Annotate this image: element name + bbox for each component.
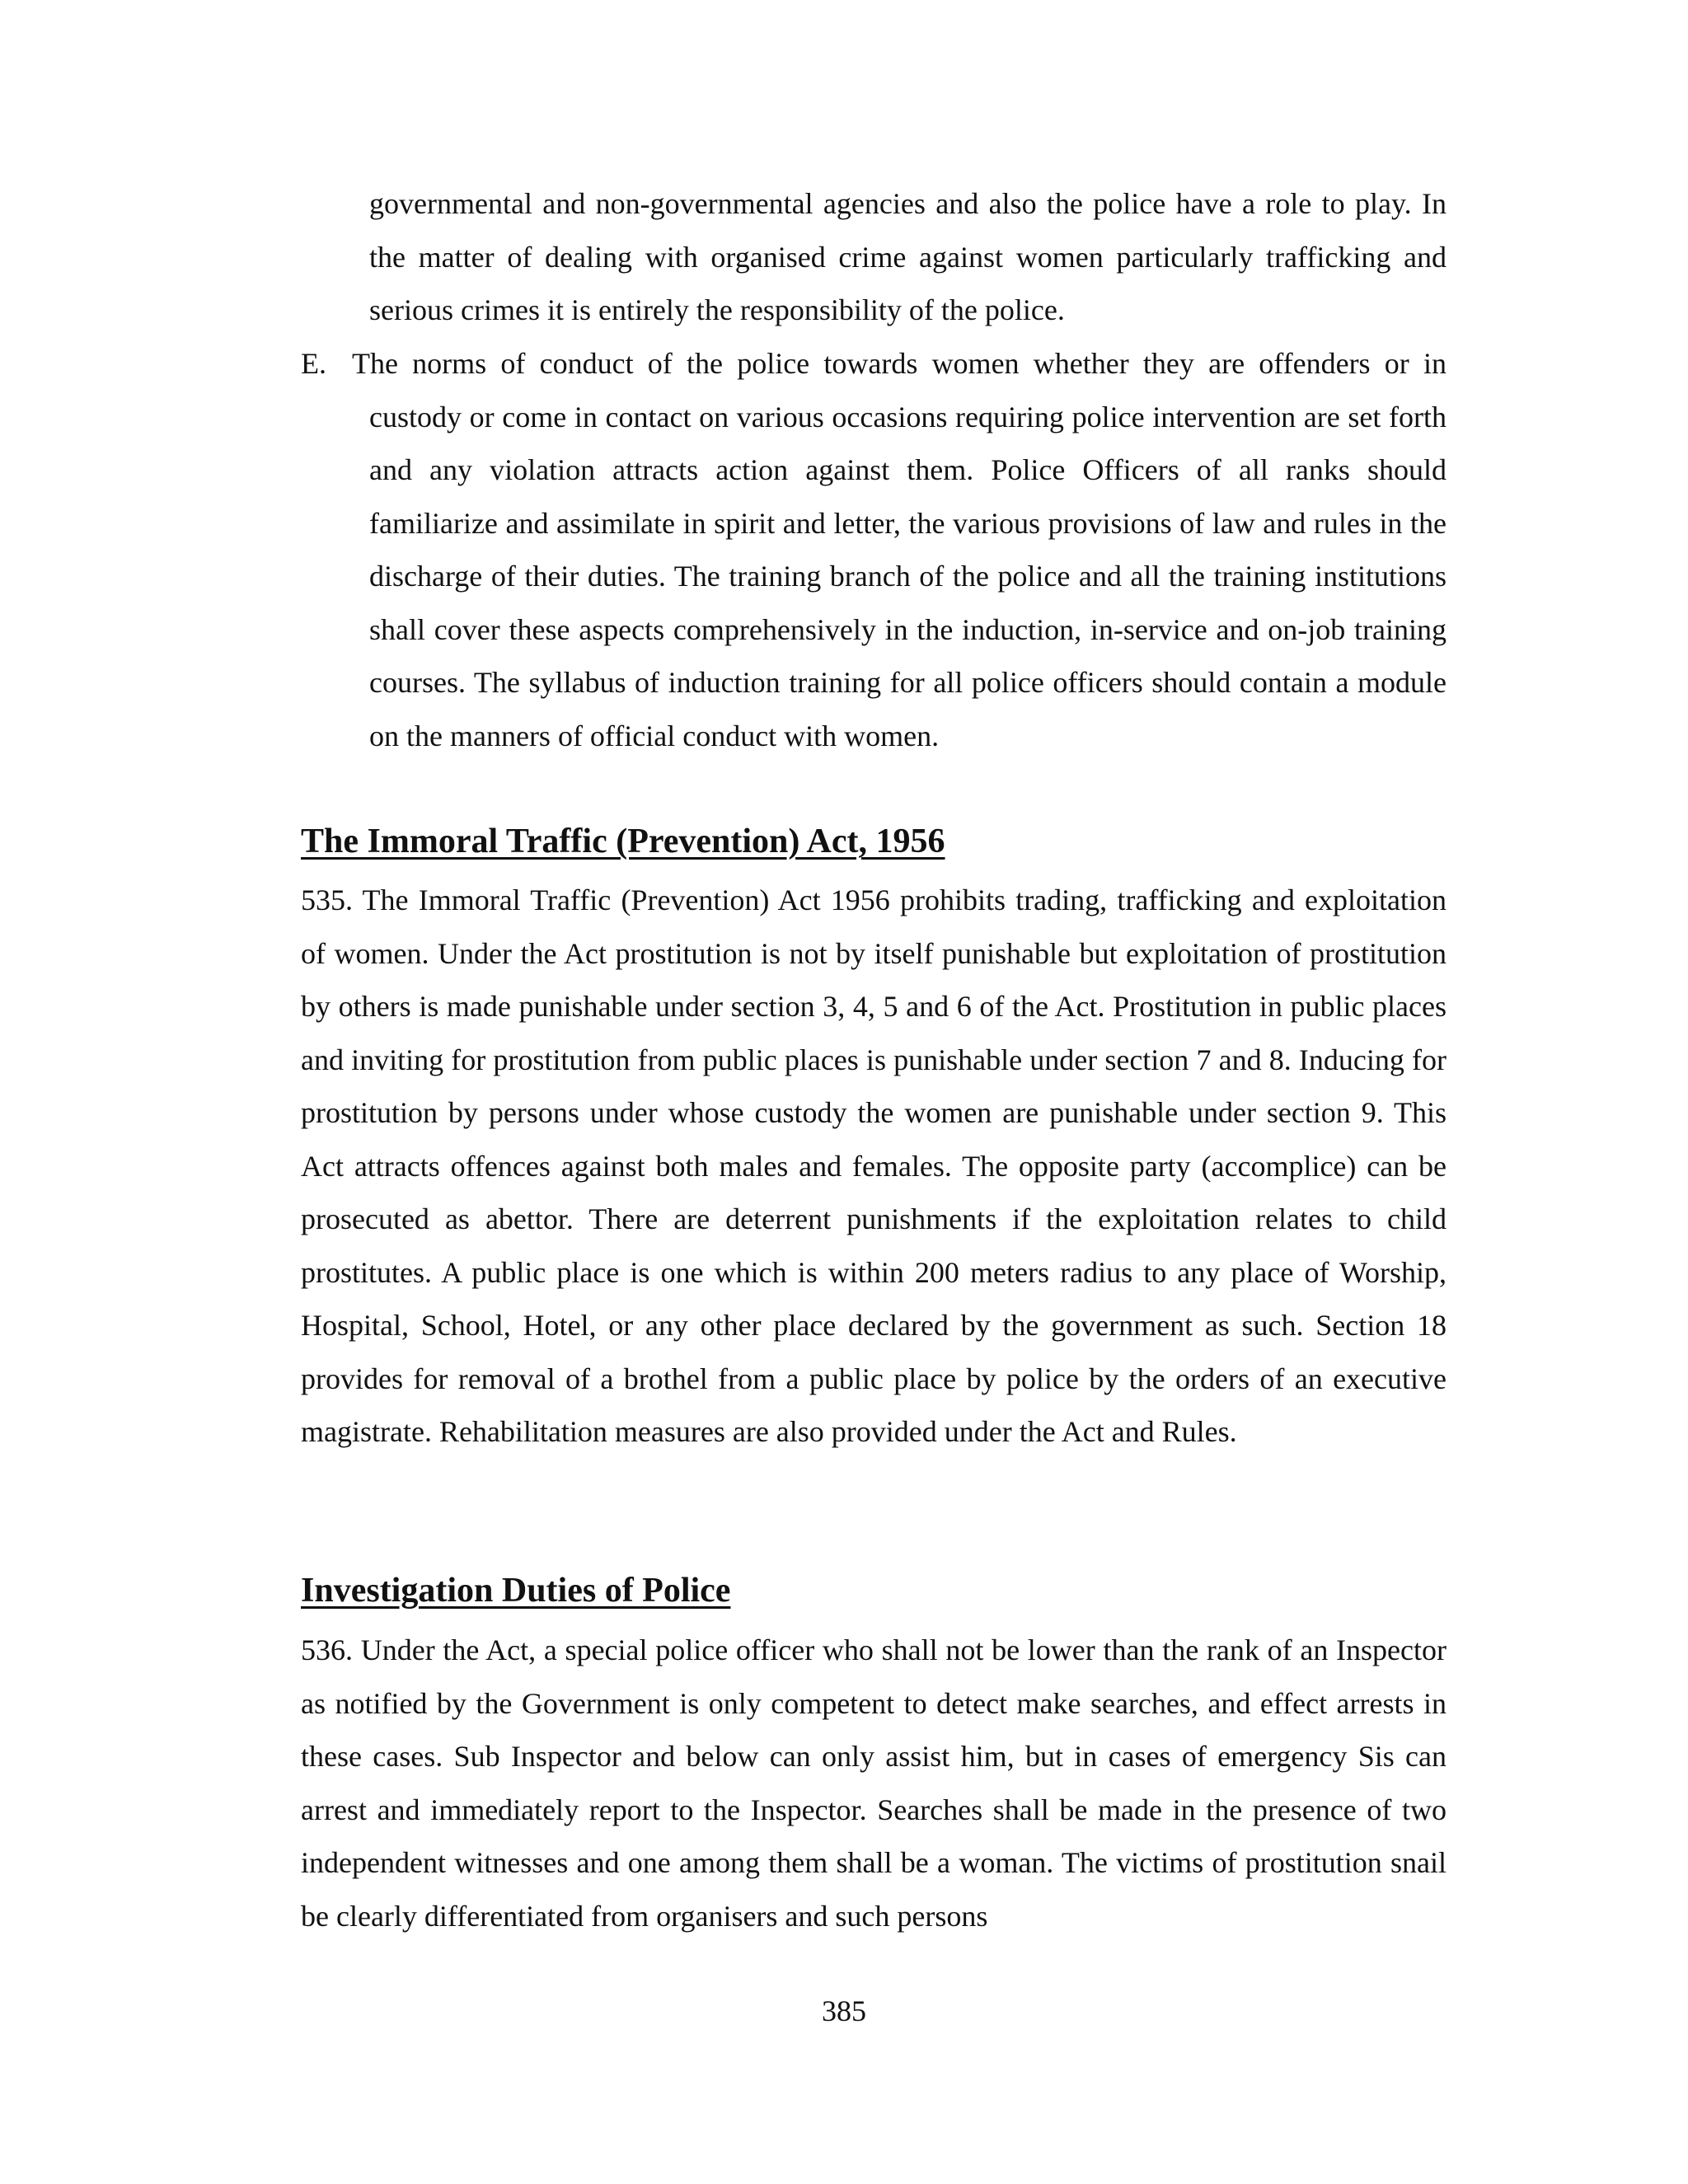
list-item-text: custody or come in contact on various occasions requiring police intervention are set forth and any violation attracts action against them. Police Officers of all ranks should familiarize and assimilate in spirit and letter, the various provisions of law and rules in the discharge of their duties. The training branch of the police and all the training institutions shall cover these aspects comprehensively in the induction, in-service and on-job training courses. The syllabus of induction training for all police officers should contain a module on the manners of official conduct with women.	[369, 400, 1447, 752]
list-item-e	[301, 337, 1447, 762]
list-item-marker: E.	[301, 347, 326, 380]
page-number: 385	[822, 1994, 866, 2027]
paragraph-535: 535. The Immoral Traffic (Prevention) Act 1956 prohibits trading, trafficking and exploitation of women. Under the Act prostitution is not by itself punishable but exploitation of prostitution by others is made punishable under section 3, 4, 5 and 6 of the Act. Prostitution in public places and inviting for prostitution from public places is punishable under section 7 and 8. Inducing for prostitution by persons under whose custody the women are punishable under section 9. This Act attracts offences against both males and females. The opposite party (accomplice) can be prosecuted as abettor. There are deterrent punishments if the exploitation relates to child prostitutes. A public place is one which is within 200 meters radius to any place of Worship, Hospital, School, Hotel, or any other place declared by the government as such. Section 18 provides for removal of a brothel from a public place by police by the orders of an executive magistrate. Rehabilitation measures are also provided under the Act and Rules.	[301, 883, 1447, 1448]
paragraph-536: 536. Under the Act, a special police officer who shall not be lower than the rank of an Inspector as notified by the Government is only competent to detect make searches, and effect arrests in these cases. Sub Inspector and below can only assist him, but in cases of emergency Sis can arrest and immediately report to the Inspector. Searches shall be made in the presence of two independent witnesses and one among them shall be a woman. The victims of prostitution snail be clearly differentiated from organisers and such persons	[301, 1633, 1447, 1933]
continued-paragraph: governmental and non-governmental agencies and also the police have a role to play. In the matter of dealing with organised crime against women particularly trafficking and serious crimes it is entirely the responsibility of the police.	[369, 187, 1447, 326]
section-heading-immoral-traffic-act: The Immoral Traffic (Prevention) Act, 1956	[301, 823, 945, 860]
list-item-first-line: The norms of conduct of the police towards women whether they are offenders or in	[352, 347, 1447, 380]
section-heading-investigation-duties: Investigation Duties of Police	[301, 1572, 731, 1610]
